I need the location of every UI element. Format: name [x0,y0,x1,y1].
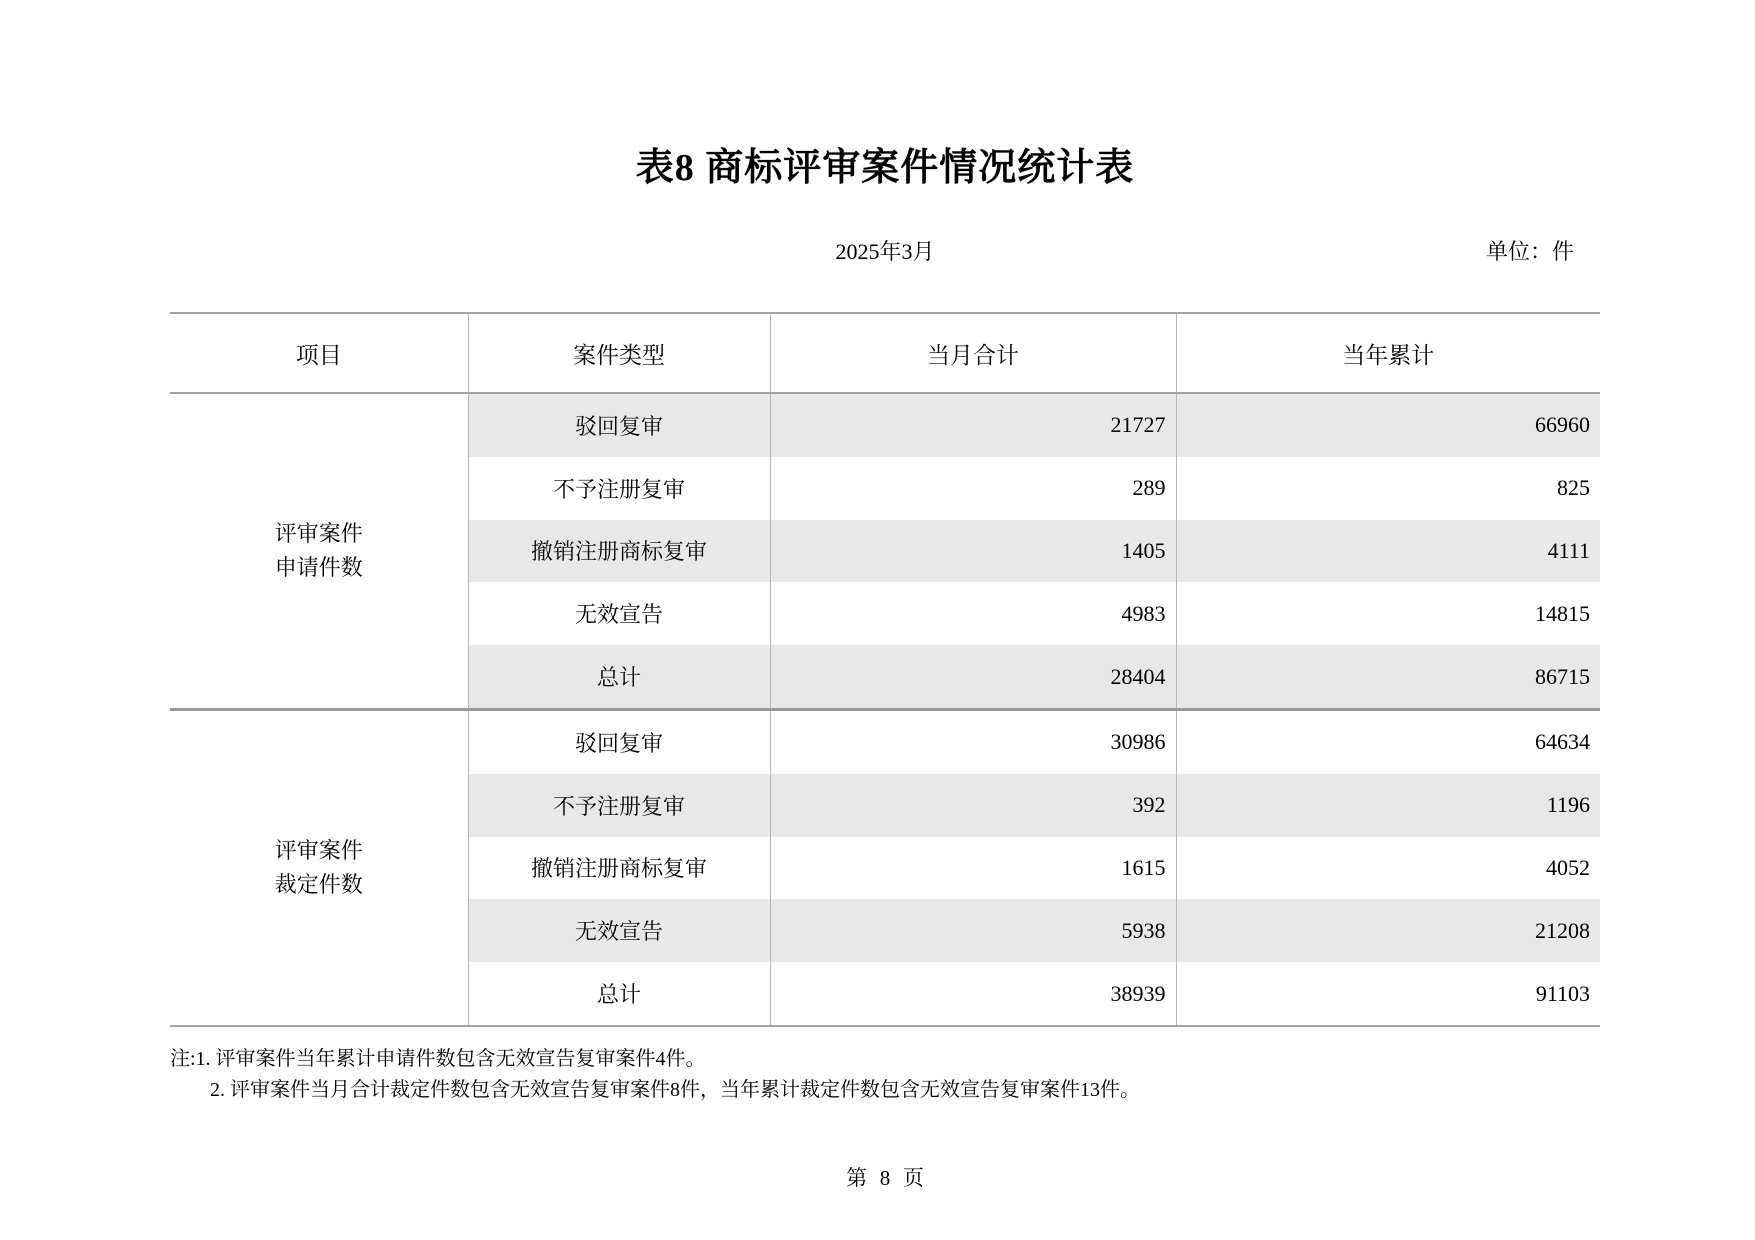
note-line: 2. 评审案件当月合计裁定件数包含无效宣告复审案件8件，当年累计裁定件数包含无效宣告复审案件13件。 [210,1079,1140,1101]
month-total-cell: 5938 [770,899,1176,962]
period-label: 2025年3月 [835,239,935,264]
unit-label: 单位：件 [1485,239,1574,264]
item-cell-application [170,393,468,709]
note-line: 注:1. 评审案件当年累计申请件数包含无效宣告复审案件4件。 [170,1048,706,1070]
case-type-cell: 不予注册复审 [468,457,770,520]
year-total-cell: 825 [1176,457,1600,520]
year-total-cell: 86715 [1176,645,1600,709]
item-line: 申请件数 [274,554,363,580]
year-total-cell: 14815 [1176,582,1600,645]
case-type-cell: 无效宣告 [468,582,770,645]
month-total-cell: 392 [770,774,1176,837]
item-cell-ruling [170,709,468,1025]
year-total-cell: 64634 [1176,709,1600,773]
year-total-cell: 91103 [1176,962,1600,1026]
table-notes [170,1044,1470,1106]
case-type-cell: 撤销注册商标复审 [468,837,770,900]
month-total-cell: 1615 [770,837,1176,900]
month-total-cell: 289 [770,457,1176,520]
month-total-cell: 28404 [770,645,1176,709]
month-total-cell: 30986 [770,709,1176,773]
header-case-type: 案件类型 [468,313,770,393]
month-total-cell: 38939 [770,962,1176,1026]
table-row [170,709,1600,773]
year-total-cell: 66960 [1176,393,1600,457]
year-total-cell: 4111 [1176,520,1600,583]
header-month-total: 当月合计 [770,313,1176,393]
item-line: 裁定件数 [274,871,363,897]
month-total-cell: 1405 [770,520,1176,583]
year-total-cell: 4052 [1176,837,1600,900]
case-type-cell: 驳回复审 [468,393,770,457]
section-application-count [170,393,1600,709]
year-total-cell: 1196 [1176,774,1600,837]
case-type-cell: 驳回复审 [468,709,770,773]
stats-table [170,312,1600,1027]
table-row [170,393,1600,457]
month-total-cell: 4983 [770,582,1176,645]
month-total-cell: 21727 [770,393,1176,457]
subtitle-row [170,234,1600,270]
case-type-cell: 撤销注册商标复审 [468,520,770,583]
case-type-cell: 总计 [468,645,770,709]
header-year-total: 当年累计 [1176,313,1600,393]
item-line: 评审案件 [274,837,363,863]
section-ruling-count [170,709,1600,1025]
header-item: 项目 [295,342,342,368]
case-type-cell: 无效宣告 [468,899,770,962]
case-type-cell: 总计 [468,962,770,1026]
page-title: 表8 商标评审案件情况统计表 [635,147,1135,190]
case-type-cell: 不予注册复审 [468,774,770,837]
item-line: 评审案件 [274,520,363,546]
header-row [170,313,1600,393]
page-number: 第 8 页 [846,1166,924,1190]
year-total-cell: 21208 [1176,899,1600,962]
